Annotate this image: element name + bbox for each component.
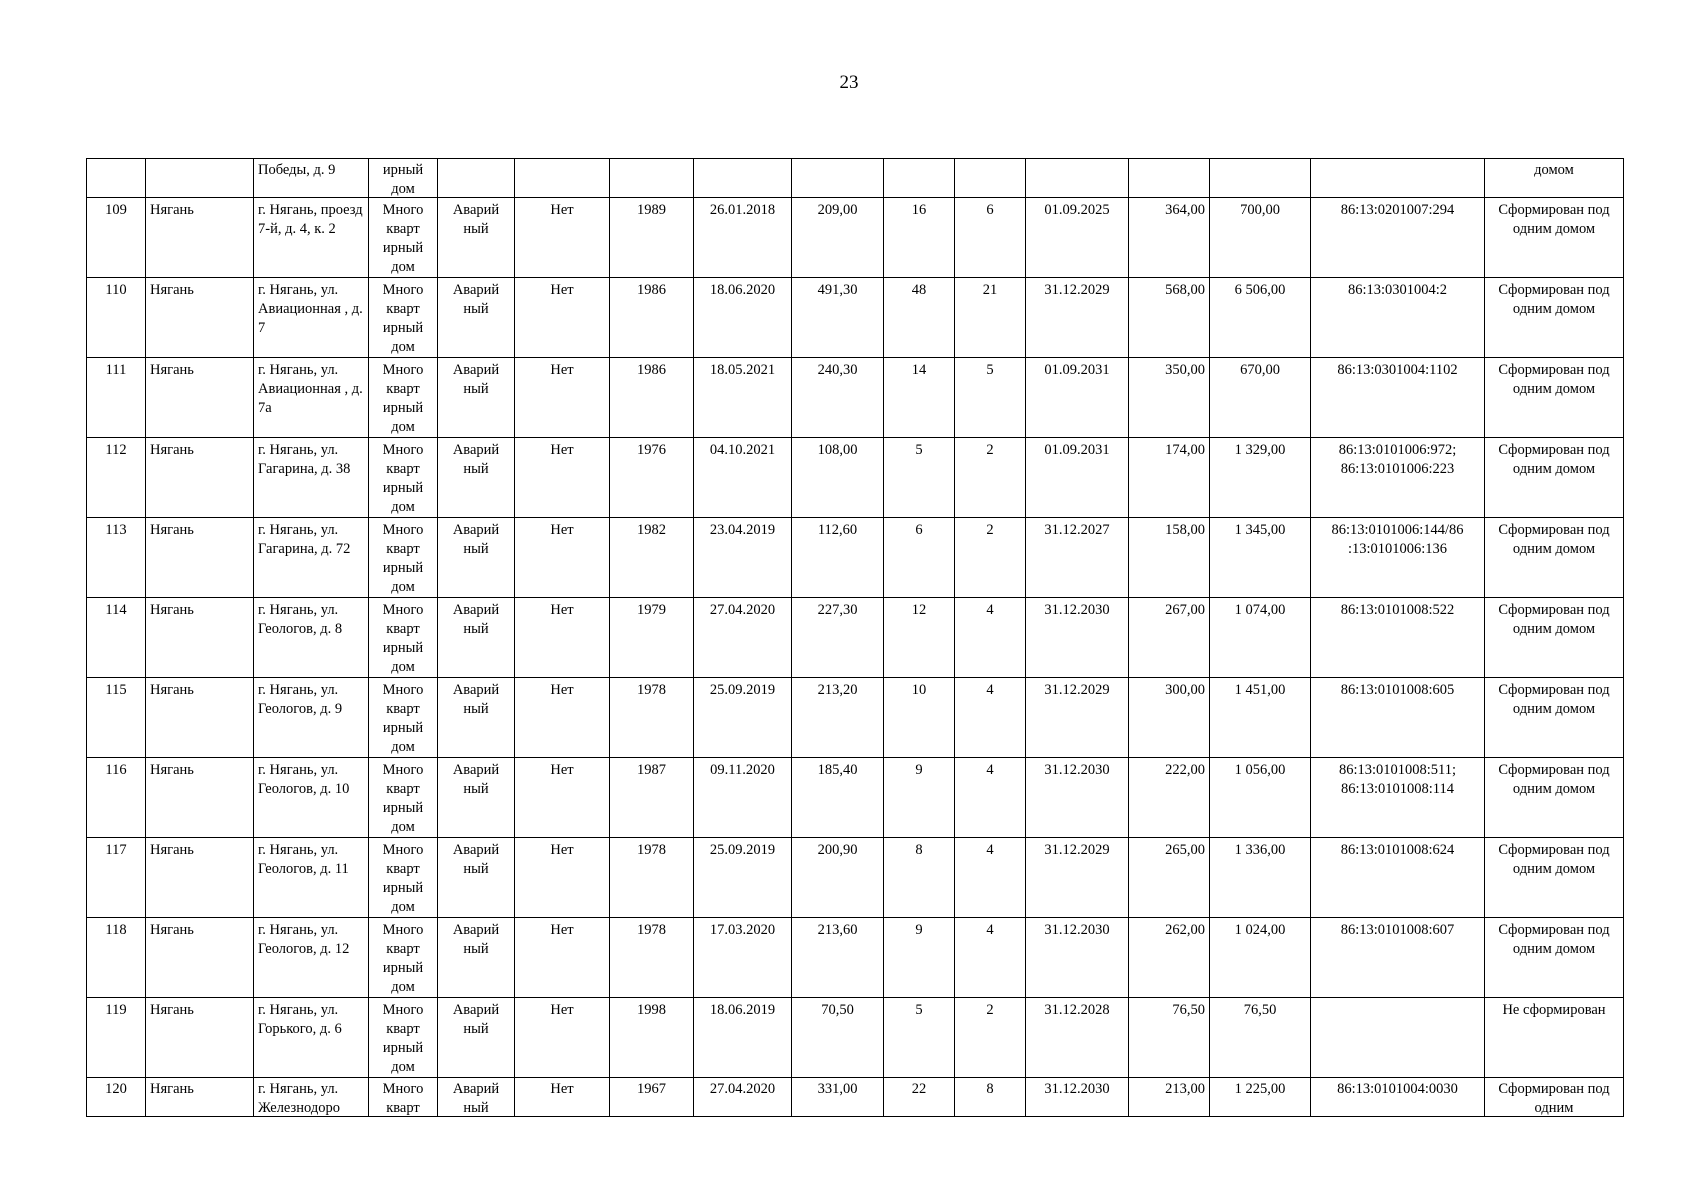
cell-value2: 6 506,00 bbox=[1210, 278, 1311, 358]
cell-flag: Нет bbox=[515, 1078, 610, 1117]
cell-date: 04.10.2021 bbox=[694, 438, 792, 518]
cell-area: 227,30 bbox=[792, 598, 884, 678]
cell-value2: 1 056,00 bbox=[1210, 758, 1311, 838]
cell-year: 1979 bbox=[610, 598, 694, 678]
cell-land-status: Сформирован под одним bbox=[1485, 1078, 1624, 1117]
cell-deadline: 31.12.2027 bbox=[1026, 518, 1129, 598]
cell-flag: Нет bbox=[515, 758, 610, 838]
cell-apartments: 8 bbox=[955, 1078, 1026, 1117]
cell-residents: 12 bbox=[884, 598, 955, 678]
cell-cadastral bbox=[1311, 159, 1485, 198]
cell-value1: 350,00 bbox=[1129, 358, 1210, 438]
cell-value2: 1 074,00 bbox=[1210, 598, 1311, 678]
cell-land-status: Сформирован под одним домом bbox=[1485, 838, 1624, 918]
cell-address: г. Нягань, ул. Геологов, д. 12 bbox=[254, 918, 369, 998]
cell-date: 27.04.2020 bbox=[694, 1078, 792, 1117]
cell-value1 bbox=[1129, 159, 1210, 198]
cell-residents: 48 bbox=[884, 278, 955, 358]
cell-house-type: Много кварт ирный дом bbox=[369, 838, 438, 918]
cell-city: Нягань bbox=[146, 438, 254, 518]
cell-value1: 174,00 bbox=[1129, 438, 1210, 518]
cell-house-type: Много кварт ирный дом bbox=[369, 438, 438, 518]
cell-year: 1986 bbox=[610, 358, 694, 438]
cell-condition bbox=[438, 159, 515, 198]
cell-condition: Аварий ный bbox=[438, 438, 515, 518]
cell-apartments: 4 bbox=[955, 918, 1026, 998]
cell-area: 331,00 bbox=[792, 1078, 884, 1117]
cell-land-status: Не сформирован bbox=[1485, 998, 1624, 1078]
cell-city: Нягань bbox=[146, 598, 254, 678]
cell-year: 1967 bbox=[610, 1078, 694, 1117]
cell-apartments: 4 bbox=[955, 678, 1026, 758]
cell-date: 27.04.2020 bbox=[694, 598, 792, 678]
cell-num: 110 bbox=[87, 278, 146, 358]
cell-apartments: 4 bbox=[955, 758, 1026, 838]
cell-apartments: 21 bbox=[955, 278, 1026, 358]
cell-apartments: 6 bbox=[955, 198, 1026, 278]
table-row bbox=[87, 678, 1624, 758]
cell-date: 18.06.2019 bbox=[694, 998, 792, 1078]
cell-land-status: Сформирован под одним домом bbox=[1485, 758, 1624, 838]
cell-deadline: 31.12.2030 bbox=[1026, 758, 1129, 838]
cell-cadastral bbox=[1311, 998, 1485, 1078]
cell-area: 240,30 bbox=[792, 358, 884, 438]
cell-house-type: Много кварт ирный дом bbox=[369, 278, 438, 358]
cell-apartments: 5 bbox=[955, 358, 1026, 438]
table-row bbox=[87, 438, 1624, 518]
cell-residents: 5 bbox=[884, 438, 955, 518]
table-row-continued bbox=[87, 159, 1624, 198]
cell-value2: 1 329,00 bbox=[1210, 438, 1311, 518]
cell-year: 1982 bbox=[610, 518, 694, 598]
cell-land-status: Сформирован под одним домом bbox=[1485, 198, 1624, 278]
cell-address: г. Нягань, ул. Гагарина, д. 38 bbox=[254, 438, 369, 518]
cell-cadastral: 86:13:0301004:2 bbox=[1311, 278, 1485, 358]
cell-value1: 158,00 bbox=[1129, 518, 1210, 598]
table-row bbox=[87, 518, 1624, 598]
cell-num: 113 bbox=[87, 518, 146, 598]
cell-flag: Нет bbox=[515, 918, 610, 998]
cell-cadastral: 86:13:0101004:0030 bbox=[1311, 1078, 1485, 1117]
cell-address: г. Нягань, ул. Гагарина, д. 72 bbox=[254, 518, 369, 598]
cell-value1: 568,00 bbox=[1129, 278, 1210, 358]
cell-land-status: Сформирован под одним домом bbox=[1485, 918, 1624, 998]
cell-value2 bbox=[1210, 159, 1311, 198]
cell-cadastral: 86:13:0101008:605 bbox=[1311, 678, 1485, 758]
cell-value1: 262,00 bbox=[1129, 918, 1210, 998]
cell-house-type: ирный дом bbox=[369, 159, 438, 198]
cell-address: г. Нягань, ул. Геологов, д. 10 bbox=[254, 758, 369, 838]
cell-residents bbox=[884, 159, 955, 198]
cell-cadastral: 86:13:0101008:522 bbox=[1311, 598, 1485, 678]
cell-house-type: Много кварт ирный дом bbox=[369, 358, 438, 438]
cell-area: 108,00 bbox=[792, 438, 884, 518]
housing-registry-table bbox=[86, 158, 1624, 1117]
cell-address: г. Нягань, ул. Железнодоро bbox=[254, 1078, 369, 1117]
cell-condition: Аварий ный bbox=[438, 278, 515, 358]
cell-deadline: 01.09.2025 bbox=[1026, 198, 1129, 278]
cell-num: 119 bbox=[87, 998, 146, 1078]
cell-value1: 267,00 bbox=[1129, 598, 1210, 678]
cell-address: г. Нягань, ул. Авиационная , д. 7а bbox=[254, 358, 369, 438]
cell-cadastral: 86:13:0201007:294 bbox=[1311, 198, 1485, 278]
cell-deadline bbox=[1026, 159, 1129, 198]
cell-city: Нягань bbox=[146, 918, 254, 998]
cell-date: 18.06.2020 bbox=[694, 278, 792, 358]
cell-address: г. Нягань, ул. Авиационная , д. 7 bbox=[254, 278, 369, 358]
cell-value2: 1 345,00 bbox=[1210, 518, 1311, 598]
cell-house-type: Много кварт ирный дом bbox=[369, 518, 438, 598]
table-row bbox=[87, 1078, 1624, 1117]
cell-date: 26.01.2018 bbox=[694, 198, 792, 278]
cell-flag: Нет bbox=[515, 838, 610, 918]
cell-condition: Аварий ный bbox=[438, 358, 515, 438]
cell-cadastral: 86:13:0301004:1102 bbox=[1311, 358, 1485, 438]
cell-deadline: 31.12.2029 bbox=[1026, 678, 1129, 758]
cell-area: 185,40 bbox=[792, 758, 884, 838]
cell-residents: 8 bbox=[884, 838, 955, 918]
cell-condition: Аварий ный bbox=[438, 518, 515, 598]
cell-house-type: Много кварт bbox=[369, 1078, 438, 1117]
cell-flag: Нет bbox=[515, 598, 610, 678]
cell-num: 117 bbox=[87, 838, 146, 918]
cell-condition: Аварий ный bbox=[438, 838, 515, 918]
cell-land-status: Сформирован под одним домом bbox=[1485, 518, 1624, 598]
cell-num: 111 bbox=[87, 358, 146, 438]
cell-year: 1978 bbox=[610, 678, 694, 758]
cell-address: г. Нягань, ул. Геологов, д. 9 bbox=[254, 678, 369, 758]
cell-num: 115 bbox=[87, 678, 146, 758]
cell-condition: Аварий ный bbox=[438, 1078, 515, 1117]
cell-num: 114 bbox=[87, 598, 146, 678]
cell-city: Нягань bbox=[146, 278, 254, 358]
cell-num: 120 bbox=[87, 1078, 146, 1117]
cell-area: 112,60 bbox=[792, 518, 884, 598]
table-row bbox=[87, 278, 1624, 358]
cell-value1: 364,00 bbox=[1129, 198, 1210, 278]
cell-house-type: Много кварт ирный дом bbox=[369, 598, 438, 678]
cell-area: 491,30 bbox=[792, 278, 884, 358]
cell-residents: 14 bbox=[884, 358, 955, 438]
cell-value2: 670,00 bbox=[1210, 358, 1311, 438]
cell-flag: Нет bbox=[515, 678, 610, 758]
cell-flag: Нет bbox=[515, 998, 610, 1078]
cell-apartments: 2 bbox=[955, 518, 1026, 598]
cell-year: 1978 bbox=[610, 838, 694, 918]
cell-residents: 6 bbox=[884, 518, 955, 598]
cell-year: 1976 bbox=[610, 438, 694, 518]
cell-value2: 1 024,00 bbox=[1210, 918, 1311, 998]
cell-residents: 9 bbox=[884, 758, 955, 838]
cell-cadastral: 86:13:0101008:511; 86:13:0101008:114 bbox=[1311, 758, 1485, 838]
cell-value1: 213,00 bbox=[1129, 1078, 1210, 1117]
cell-year: 1986 bbox=[610, 278, 694, 358]
cell-flag: Нет bbox=[515, 358, 610, 438]
cell-residents: 9 bbox=[884, 918, 955, 998]
cell-num bbox=[87, 159, 146, 198]
cell-residents: 16 bbox=[884, 198, 955, 278]
cell-address: г. Нягань, ул. Горького, д. 6 bbox=[254, 998, 369, 1078]
cell-year: 1987 bbox=[610, 758, 694, 838]
cell-deadline: 31.12.2030 bbox=[1026, 598, 1129, 678]
cell-cadastral: 86:13:0101008:624 bbox=[1311, 838, 1485, 918]
table-row bbox=[87, 838, 1624, 918]
cell-house-type: Много кварт ирный дом bbox=[369, 918, 438, 998]
cell-apartments: 2 bbox=[955, 998, 1026, 1078]
cell-city: Нягань bbox=[146, 198, 254, 278]
cell-area: 70,50 bbox=[792, 998, 884, 1078]
cell-num: 112 bbox=[87, 438, 146, 518]
cell-flag: Нет bbox=[515, 438, 610, 518]
cell-date: 18.05.2021 bbox=[694, 358, 792, 438]
cell-year bbox=[610, 159, 694, 198]
cell-land-status: Сформирован под одним домом bbox=[1485, 278, 1624, 358]
cell-apartments: 2 bbox=[955, 438, 1026, 518]
cell-land-status: Сформирован под одним домом bbox=[1485, 678, 1624, 758]
cell-address: г. Нягань, проезд 7-й, д. 4, к. 2 bbox=[254, 198, 369, 278]
cell-area: 213,20 bbox=[792, 678, 884, 758]
cell-cadastral: 86:13:0101008:607 bbox=[1311, 918, 1485, 998]
table-row bbox=[87, 198, 1624, 278]
table-row bbox=[87, 918, 1624, 998]
cell-house-type: Много кварт ирный дом bbox=[369, 998, 438, 1078]
cell-area: 200,90 bbox=[792, 838, 884, 918]
cell-value2: 1 225,00 bbox=[1210, 1078, 1311, 1117]
cell-city: Нягань bbox=[146, 1078, 254, 1117]
cell-value1: 76,50 bbox=[1129, 998, 1210, 1078]
cell-year: 1989 bbox=[610, 198, 694, 278]
cell-condition: Аварий ный bbox=[438, 678, 515, 758]
cell-year: 1998 bbox=[610, 998, 694, 1078]
cell-condition: Аварий ный bbox=[438, 758, 515, 838]
cell-city: Нягань bbox=[146, 518, 254, 598]
page-number: 23 bbox=[839, 72, 859, 93]
cell-value1: 300,00 bbox=[1129, 678, 1210, 758]
cell-city bbox=[146, 159, 254, 198]
table-row bbox=[87, 598, 1624, 678]
cell-value2: 1 336,00 bbox=[1210, 838, 1311, 918]
cell-land-status: домом bbox=[1485, 159, 1624, 198]
cell-deadline: 01.09.2031 bbox=[1026, 358, 1129, 438]
cell-value2: 700,00 bbox=[1210, 198, 1311, 278]
cell-city: Нягань bbox=[146, 358, 254, 438]
cell-address: г. Нягань, ул. Геологов, д. 8 bbox=[254, 598, 369, 678]
cell-deadline: 01.09.2031 bbox=[1026, 438, 1129, 518]
cell-house-type: Много кварт ирный дом bbox=[369, 198, 438, 278]
cell-date bbox=[694, 159, 792, 198]
cell-flag: Нет bbox=[515, 198, 610, 278]
table-row bbox=[87, 998, 1624, 1078]
cell-city: Нягань bbox=[146, 998, 254, 1078]
cell-area: 209,00 bbox=[792, 198, 884, 278]
cell-value1: 222,00 bbox=[1129, 758, 1210, 838]
cell-apartments: 4 bbox=[955, 598, 1026, 678]
cell-deadline: 31.12.2030 bbox=[1026, 918, 1129, 998]
cell-num: 116 bbox=[87, 758, 146, 838]
cell-flag: Нет bbox=[515, 278, 610, 358]
cell-date: 09.11.2020 bbox=[694, 758, 792, 838]
cell-land-status: Сформирован под одним домом bbox=[1485, 598, 1624, 678]
cell-area bbox=[792, 159, 884, 198]
cell-date: 25.09.2019 bbox=[694, 678, 792, 758]
cell-land-status: Сформирован под одним домом bbox=[1485, 438, 1624, 518]
cell-deadline: 31.12.2028 bbox=[1026, 998, 1129, 1078]
cell-date: 25.09.2019 bbox=[694, 838, 792, 918]
cell-deadline: 31.12.2029 bbox=[1026, 278, 1129, 358]
cell-area: 213,60 bbox=[792, 918, 884, 998]
cell-condition: Аварий ный bbox=[438, 918, 515, 998]
cell-condition: Аварий ный bbox=[438, 198, 515, 278]
cell-address: г. Нягань, ул. Геологов, д. 11 bbox=[254, 838, 369, 918]
cell-date: 23.04.2019 bbox=[694, 518, 792, 598]
table-row bbox=[87, 358, 1624, 438]
cell-city: Нягань bbox=[146, 838, 254, 918]
cell-city: Нягань bbox=[146, 678, 254, 758]
cell-residents: 5 bbox=[884, 998, 955, 1078]
cell-num: 118 bbox=[87, 918, 146, 998]
cell-deadline: 31.12.2030 bbox=[1026, 1078, 1129, 1117]
cell-flag bbox=[515, 159, 610, 198]
cell-condition: Аварий ный bbox=[438, 598, 515, 678]
cell-house-type: Много кварт ирный дом bbox=[369, 678, 438, 758]
cell-date: 17.03.2020 bbox=[694, 918, 792, 998]
cell-city: Нягань bbox=[146, 758, 254, 838]
cell-house-type: Много кварт ирный дом bbox=[369, 758, 438, 838]
cell-deadline: 31.12.2029 bbox=[1026, 838, 1129, 918]
cell-condition: Аварий ный bbox=[438, 998, 515, 1078]
cell-value2: 76,50 bbox=[1210, 998, 1311, 1078]
cell-num: 109 bbox=[87, 198, 146, 278]
cell-residents: 22 bbox=[884, 1078, 955, 1117]
cell-year: 1978 bbox=[610, 918, 694, 998]
cell-value1: 265,00 bbox=[1129, 838, 1210, 918]
cell-flag: Нет bbox=[515, 518, 610, 598]
cell-value2: 1 451,00 bbox=[1210, 678, 1311, 758]
cell-residents: 10 bbox=[884, 678, 955, 758]
table-row bbox=[87, 758, 1624, 838]
cell-land-status: Сформирован под одним домом bbox=[1485, 358, 1624, 438]
cell-apartments: 4 bbox=[955, 838, 1026, 918]
cell-apartments bbox=[955, 159, 1026, 198]
cell-cadastral: 86:13:0101006:144/86 :13:0101006:136 bbox=[1311, 518, 1485, 598]
cell-address: Победы, д. 9 bbox=[254, 159, 369, 198]
cell-cadastral: 86:13:0101006:972; 86:13:0101006:223 bbox=[1311, 438, 1485, 518]
